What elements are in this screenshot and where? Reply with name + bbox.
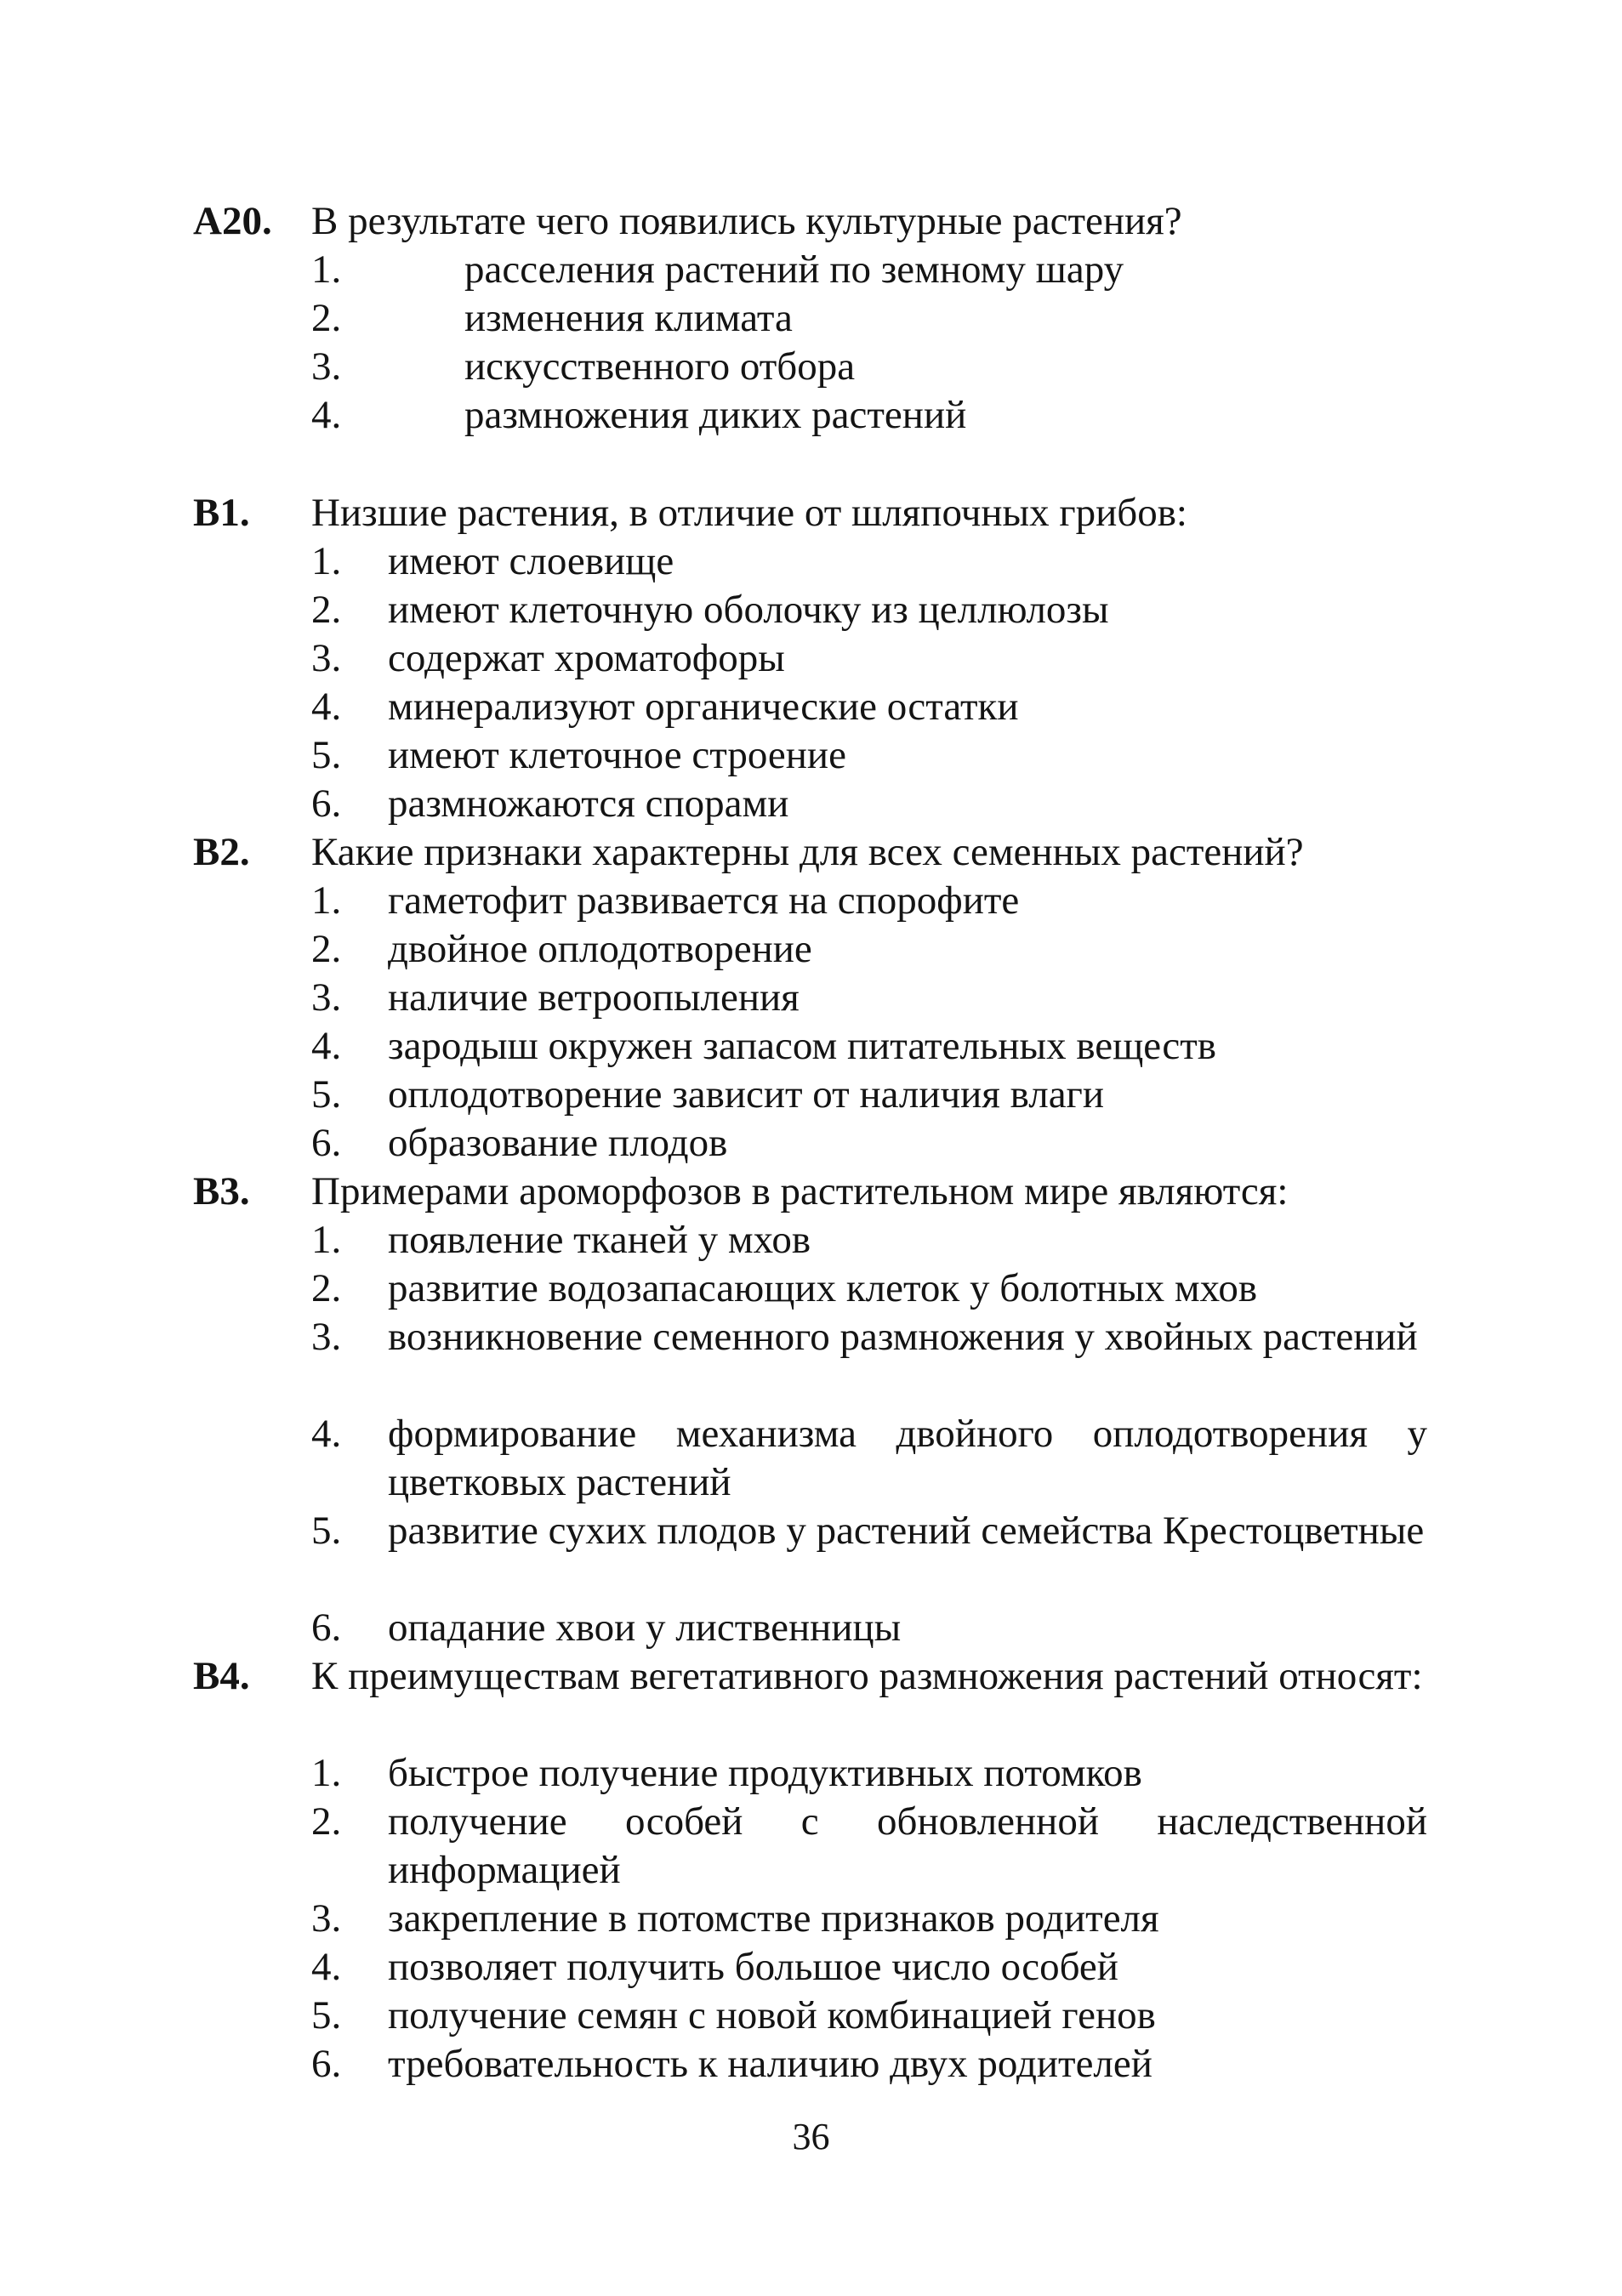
answer-option (0, 780, 1622, 828)
option-number: 5. (311, 1509, 342, 1553)
option-text: получение особей с обновленной наследственной информацией (388, 1799, 1427, 1892)
option-text: быстрое получение продуктивных потомков (388, 1751, 1142, 1795)
option-text: имеют клеточное строение (388, 733, 846, 777)
option-number: 6. (311, 2042, 342, 2086)
option-number: 3. (311, 975, 342, 1020)
question-header (0, 1168, 1622, 1216)
question-header (0, 197, 1622, 246)
option-text: содержат хроматофоры (388, 636, 785, 680)
answer-option (0, 586, 1622, 634)
answer-option (0, 1992, 1622, 2040)
option-number: 1. (311, 1751, 342, 1795)
question-b3 (0, 1168, 1622, 1652)
option-number: 5. (311, 733, 342, 777)
answer-option (0, 877, 1622, 925)
answer-option (0, 537, 1622, 586)
option-text: возникновение семенного размножения у хвойных растений (388, 1315, 1418, 1359)
option-text: оплодотворение зависит от наличия влаги (388, 1072, 1104, 1117)
answer-option (0, 731, 1622, 780)
answer-option (0, 246, 1622, 294)
option-text: минерализуют органические остатки (388, 685, 1019, 729)
answer-option (0, 1604, 1622, 1652)
question-b4 (0, 1652, 1622, 2089)
answer-option (0, 925, 1622, 974)
question-text: К преимуществам вегетативного размножения растений относят: (311, 1654, 1423, 1698)
option-text: формирование механизма двойного оплодотворения у цветковых растений (388, 1412, 1427, 1504)
answer-option (0, 2040, 1622, 2089)
option-number: 4. (311, 1412, 342, 1456)
question-number: В4. (193, 1654, 250, 1698)
option-text: опадание хвои у лиственницы (388, 1605, 902, 1650)
option-number: 2. (311, 927, 342, 971)
question-text: Примерами ароморфозов в растительном мире являются: (311, 1169, 1289, 1213)
option-text: искусственного отбора (464, 344, 856, 389)
option-text: появление тканей у мхов (388, 1218, 811, 1262)
option-number: 4. (311, 685, 342, 729)
answer-option (0, 391, 1622, 440)
option-number: 3. (311, 344, 342, 389)
question-text: Низшие растения, в отличие от шляпочных грибов: (311, 491, 1187, 535)
answer-option (0, 1313, 1622, 1410)
option-text: закрепление в потомстве признаков родителя (388, 1896, 1159, 1941)
option-number: 1. (311, 539, 342, 583)
answer-option (0, 1410, 1622, 1507)
answer-option (0, 1022, 1622, 1071)
option-number: 5. (311, 1993, 342, 2037)
answer-option (0, 343, 1622, 391)
question-text: Какие признаки характерны для всех семенных растений? (311, 830, 1304, 874)
option-number: 1. (311, 1218, 342, 1262)
option-text: развитие сухих плодов у растений семейства Крестоцветные (388, 1509, 1425, 1553)
question-number: В1. (193, 491, 250, 535)
answer-option (0, 634, 1622, 683)
answer-option (0, 1265, 1622, 1313)
option-text: требовательность к наличию двух родителей (388, 2042, 1152, 2086)
answer-option (0, 1943, 1622, 1992)
option-text: имеют клеточную оболочку из целлюлозы (388, 588, 1109, 632)
option-text: двойное оплодотворение (388, 927, 812, 971)
answer-option (0, 1216, 1622, 1265)
answer-option (0, 974, 1622, 1022)
option-text: изменения климата (464, 296, 793, 340)
option-number: 6. (311, 781, 342, 826)
answer-option (0, 1071, 1622, 1119)
question-text: В результате чего появились культурные растения? (311, 199, 1182, 243)
question-b1 (0, 489, 1622, 828)
question-a20 (0, 197, 1622, 440)
option-number: 2. (311, 296, 342, 340)
answer-option (0, 294, 1622, 343)
option-text: образование плодов (388, 1121, 728, 1165)
option-number: 4. (311, 1024, 342, 1068)
option-number: 4. (311, 1945, 342, 1989)
option-number: 6. (311, 1605, 342, 1650)
option-text: имеют слоевище (388, 539, 674, 583)
option-number: 3. (311, 636, 342, 680)
option-number: 5. (311, 1072, 342, 1117)
option-text: зародыш окружен запасом питательных веществ (388, 1024, 1216, 1068)
answer-option (0, 683, 1622, 731)
option-number: 1. (311, 247, 342, 292)
answer-option (0, 1749, 1622, 1798)
option-number: 2. (311, 1266, 342, 1310)
question-header (0, 1652, 1622, 1749)
option-text: развитие водозапасающих клеток у болотных мхов (388, 1266, 1258, 1310)
option-number: 2. (311, 588, 342, 632)
option-text: размножения диких растений (464, 393, 967, 437)
option-text: размножаются спорами (388, 781, 789, 826)
option-text: наличие ветроопыления (388, 975, 800, 1020)
option-number: 6. (311, 1121, 342, 1165)
answer-option (0, 1119, 1622, 1168)
question-number: А20. (193, 199, 272, 243)
answer-option (0, 1507, 1622, 1604)
option-number: 3. (311, 1315, 342, 1359)
option-text: гаметофит развивается на спорофите (388, 878, 1020, 923)
option-text: расселения растений по земному шару (464, 247, 1124, 292)
answer-option (0, 1895, 1622, 1943)
question-number: В3. (193, 1169, 250, 1213)
question-header (0, 489, 1622, 537)
option-number: 4. (311, 393, 342, 437)
question-number: В2. (193, 830, 250, 874)
option-number: 2. (311, 1799, 342, 1844)
question-header (0, 828, 1622, 877)
option-number: 1. (311, 878, 342, 923)
option-text: позволяет получить большое число особей (388, 1945, 1118, 1989)
option-text: получение семян с новой комбинацией генов (388, 1993, 1156, 2037)
option-number: 3. (311, 1896, 342, 1941)
page-number: 36 (792, 2116, 830, 2157)
answer-option (0, 1798, 1622, 1895)
question-b2 (0, 828, 1622, 1168)
